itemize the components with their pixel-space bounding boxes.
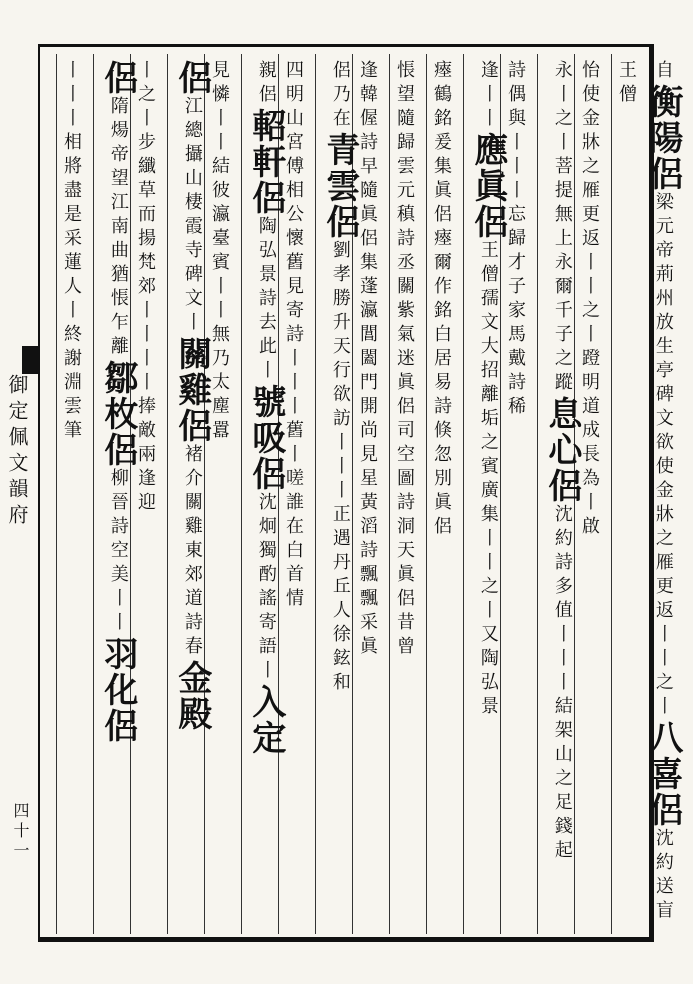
column-text: [538, 54, 584, 930]
citation-text: 沈約詩多值丨丨丨結架山之足錢起: [551, 504, 573, 864]
column-text: [316, 54, 362, 930]
column-text: [390, 54, 417, 930]
text-column: [389, 54, 426, 934]
citation-text: 怡: [579, 60, 600, 84]
citation-text: 四明山: [283, 60, 304, 132]
headword: 關雞侶: [171, 336, 212, 444]
column-text: [94, 54, 140, 930]
column-text: [57, 54, 84, 930]
citation-text: 悵望隨歸雲元稹詩丞關紫氣迷眞侶司空圖詩洞天眞侶昔曾: [394, 60, 415, 660]
headword: 金殿: [171, 660, 212, 732]
column-text: [168, 54, 214, 930]
citation-text: 瘞鶴銘爰集眞侶瘞爾作銘白居易詩倏忽別眞侶: [431, 60, 452, 540]
citation-text: 宮傅相公懷舊見寄詩丨丨丨舊丨嗟誰在白首情: [283, 132, 304, 612]
citation-text: 柳晉詩空美丨丨: [107, 468, 129, 636]
text-column: [56, 54, 93, 934]
text-column: [463, 54, 508, 934]
citation-text: 江總攝山棲霞寺碑文丨: [181, 96, 203, 336]
citation-text: 陶弘景詩去此丨: [255, 216, 277, 384]
page-margin: [0, 44, 40, 942]
column-text: [242, 54, 288, 930]
headword: 應眞侶: [467, 132, 508, 240]
headword: 息心侶: [541, 396, 582, 504]
citation-text: 梁元帝荊州放生亭碑文欲使金牀之雁更返丨丨之丨: [652, 192, 674, 720]
citation-text: 自: [652, 60, 674, 84]
headword: 羽化侶: [97, 636, 138, 744]
citation-text: 丨終謝淵雲筆: [61, 300, 82, 444]
citation-text: 劉孝勝升天行欲訪丨丨丨正遇丹丘人徐鉉和: [329, 240, 351, 696]
headword: 入定: [245, 684, 286, 756]
citation-text: 褚介關雞東郊道詩春: [181, 444, 203, 660]
citation-text: 永丨之丨菩提無上永爾千子之蹤: [551, 60, 573, 396]
headword: 鄒枚侶: [97, 360, 138, 468]
citation-text: 丨丨丨相將盡是采蓮人: [61, 60, 82, 300]
headword: 號吸侶: [245, 384, 286, 492]
citation-text: 丨之丨步纖草而揚梵: [135, 60, 156, 276]
column-text: [464, 54, 510, 930]
text-column: [93, 54, 138, 934]
headword: 青雲侶: [319, 132, 360, 240]
fish-tail-mark: [22, 346, 38, 374]
text-column: [315, 54, 360, 934]
citation-text: 丨丨結彼瀛臺賓: [209, 108, 230, 276]
citation-text: 隋煬帝望江南曲猶悵乍離: [107, 96, 129, 360]
citation-text: 親侶: [255, 60, 277, 108]
citation-text: 詩偶與丨丨丨忘歸才子家馬戴詩稀: [505, 60, 526, 420]
citation-text: 沈約送盲王僧: [616, 60, 674, 924]
leaf-number: 四十一: [11, 802, 30, 862]
text-column: [241, 54, 286, 934]
text-column: [426, 54, 463, 934]
citation-text: 蹬明道成長為丨啟: [579, 348, 600, 540]
citation-text: 逢丨丨: [477, 60, 499, 132]
book-title: 御定佩文韻府: [5, 374, 29, 530]
citation-text: 逢韓偓詩早隨眞侶集蓬瀛閶闔門開尚見星黃滔詩飄飄采眞: [357, 60, 378, 660]
citation-text: 使金牀之雁更返丨丨之丨: [579, 84, 600, 348]
headword: 侶: [97, 60, 138, 96]
citation-text: 沈炯獨酌謠寄語丨: [255, 492, 277, 684]
citation-text: 郊丨丨丨丨捧敵兩逢迎: [135, 276, 156, 516]
column-text: [612, 54, 685, 930]
text-column: [167, 54, 212, 934]
citation-text: 王僧孺文大招離垢之賓廣集丨丨之丨又陶弘景: [477, 240, 499, 720]
headword: 軺軒侶: [245, 108, 286, 216]
headword: 侶: [171, 60, 212, 96]
citation-text: 丨丨無乃太塵囂: [209, 276, 230, 444]
citation-text: 侶乃在: [329, 60, 351, 132]
headword: 衡陽侶: [642, 84, 683, 192]
headword: 八喜侶: [642, 720, 683, 828]
text-column: [611, 54, 683, 934]
text-column: [537, 54, 582, 934]
citation-text: 見憐: [209, 60, 230, 108]
column-text: [427, 54, 454, 930]
